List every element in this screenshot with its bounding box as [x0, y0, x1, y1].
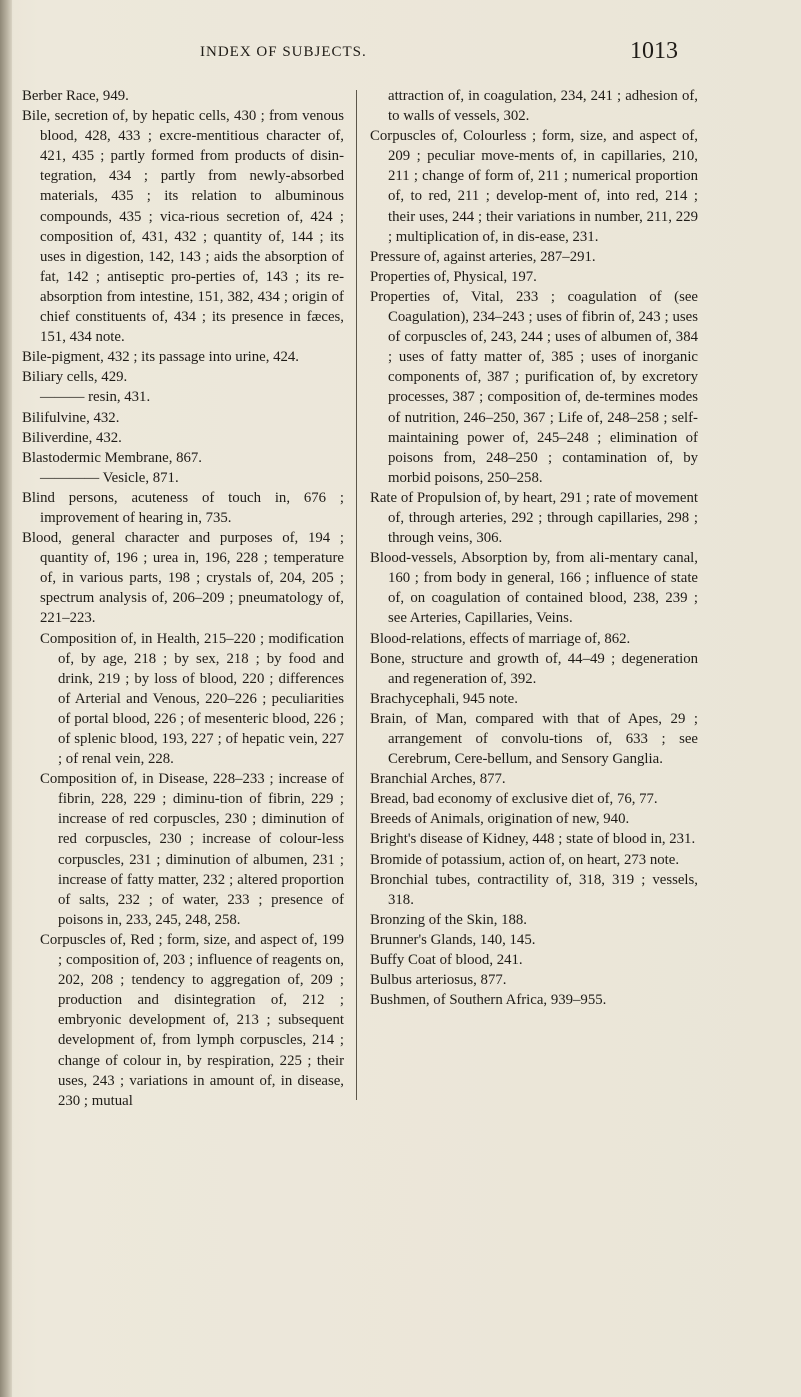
index-subentry: Composition of, in Disease, 228–233 ; increase of fibrin, 228, 229 ; diminu-tion of fibrin, 229 ; increase of red corpuscles, 230 ; diminution of red corpuscles, 230 ; increase of colour-less corpuscles, 231 ; diminution of albumen, 231 ; increase of fatty matter, 232 ; altered proportion of salts, 232 ; of water, 233 ; presence of poisons in, 233, 245, 248, 258. [40, 771, 344, 928]
index-entry: Branchial Arches, 877. [370, 771, 506, 788]
index-entry: Bread, bad economy of exclusive diet of, 76, 77. [370, 791, 658, 808]
index-entry: Bushmen, of Southern Africa, 939–955. [370, 992, 607, 1009]
index-entry-continuation: attraction of, in coagulation, 234, 241 ; adhesion of, to walls of vessels, 302. [388, 88, 698, 125]
index-entry: Biliary cells, 429. [22, 369, 128, 386]
index-column-right [370, 86, 698, 1010]
index-subentry: Corpuscles of, Colourless ; form, size, and aspect of, 209 ; peculiar move-ments of, in capillaries, 210, 211 ; change of form of, 211 ; numerical proportion of, to red, 211 ; develop-ment of, into red, 214 ; their uses, 244 ; their variations in number, 211, 229 ; multiplication of, in dis-ease, 231. [370, 128, 698, 245]
column-divider [356, 90, 357, 1100]
index-entry: Biliverdine, 432. [22, 429, 122, 446]
index-entry: Blood-vessels, Absorption by, from ali-mentary canal, 160 ; from body in general, 166 ; influence of state of, on coagulation of contained blood, 238, 239 ; see Arteries, Capillaries, Veins. [370, 550, 698, 627]
index-entry: Buffy Coat of blood, 241. [370, 952, 523, 969]
index-subentry: Pressure of, against arteries, 287–291. [370, 248, 596, 265]
index-entry: Bromide of potassium, action of, on heart, 273 note. [370, 851, 680, 868]
index-subentry: Properties of, Physical, 197. [370, 268, 537, 285]
index-subentry: Rate of Propulsion of, by heart, 291 ; rate of movement of, through arteries, 292 ; through capillaries, 298 ; through veins, 306. [370, 489, 698, 547]
index-entry: Bone, structure and growth of, 44–49 ; degeneration and regeneration of, 392. [370, 650, 698, 687]
index-entry: Bright's disease of Kidney, 448 ; state of blood in, 231. [370, 831, 696, 848]
index-entry: Blastodermic Membrane, 867. [22, 449, 202, 466]
index-entry: Blood-relations, effects of marriage of, 862. [370, 630, 631, 647]
index-entry: Bronzing of the Skin, 188. [370, 911, 528, 928]
index-entry: Breeds of Animals, origination of new, 940. [370, 811, 630, 828]
index-subentry: ———— Vesicle, 871. [40, 469, 179, 486]
index-entry: Bulbus arteriosus, 877. [370, 972, 507, 989]
running-head: INDEX OF SUBJECTS. [200, 44, 367, 60]
page-header [0, 38, 801, 84]
index-entry: Berber Race, 949. [22, 88, 129, 104]
page-binding-edge [0, 0, 12, 1397]
index-subentry: Composition of, in Health, 215–220 ; modification of, by age, 218 ; by sex, 218 ; by food and drink, 219 ; by loss of blood, 220 ; differences of Arterial and Venous, 220–226 ; peculiarities of portal blood, 226 ; of mesenteric blood, 226 ; of splenic blood, 193, 227 ; of hepatic vein, 227 ; of renal vein, 228. [40, 630, 344, 768]
index-entry: Bile-pigment, 432 ; its passage into urine, 424. [22, 349, 299, 366]
index-entry: Brain, of Man, compared with that of Apes, 29 ; arrangement of convolu-tions of, 633 ; see Cerebrum, Cere-bellum, and Sensory Ganglia. [370, 710, 698, 768]
index-entry: Bronchial tubes, contractility of, 318, 319 ; vessels, 318. [370, 871, 698, 908]
page-number: 1013 [630, 38, 678, 64]
index-entry: Bile, secretion of, by hepatic cells, 430 ; from venous blood, 428, 433 ; excre-mentitious character of, 421, 435 ; partly formed from products of disin-tegration, 434 ; partly from newly-absorbed materials, 435 ; its relation to albuminous compounds, 435 ; vica-rious secretion of, 424 ; composition of, 431, 432 ; quantity of, 144 ; its uses in digestion, 142, 143 ; aids the absorption of fat, 142 ; antiseptic pro-perties of, 143 ; its re-absorption from intestine, 151, 382, 434 ; origin of chief constituents of, 434 ; its presence in fæces, 151, 434 note. [22, 108, 344, 346]
index-subentry: Corpuscles of, Red ; form, size, and aspect of, 199 ; composition of, 203 ; influence of reagents on, 202, 208 ; tendency to aggregation of, 209 ; production and disintegration of, 212 ; embryonic development of, 213 ; subsequent development of, from lymph corpuscles, 214 ; change of colour in, by respiration, 225 ; their uses, 243 ; variations in amount of, in disease, 230 ; mutual [40, 931, 344, 1109]
index-column-left [22, 86, 344, 1111]
index-subentry: ——— resin, 431. [40, 389, 151, 406]
index-entry: Blood, general character and purposes of, 194 ; quantity of, 196 ; urea in, 196, 228 ; temperature of, in various parts, 198 ; crystals of, 204, 205 ; spectrum analysis of, 206–209 ; pneumatology of, 221–223. [22, 530, 344, 627]
index-entry: Blind persons, acuteness of touch in, 676 ; improvement of hearing in, 735. [22, 489, 344, 526]
index-subentry: Properties of, Vital, 233 ; coagulation of (see Coagulation), 234–243 ; uses of fibrin of, 243 ; uses of corpuscles of, 243, 244 ; uses of albumen of, 384 ; uses of fatty matter of, 385 ; uses of inorganic components of, 387 ; purification of, by excretory processes, 387 ; composition of, de-termines modes of nutrition, 246–250, 367 ; Life of, 248–258 ; self-maintaining power of, 245–248 ; elimination of poisons from, 248–250 ; contamination of, by morbid poisons, 250–258. [370, 288, 698, 486]
index-entry: Brachycephali, 945 note. [370, 690, 518, 707]
index-entry: Bilifulvine, 432. [22, 409, 120, 426]
index-entry: Brunner's Glands, 140, 145. [370, 931, 536, 948]
